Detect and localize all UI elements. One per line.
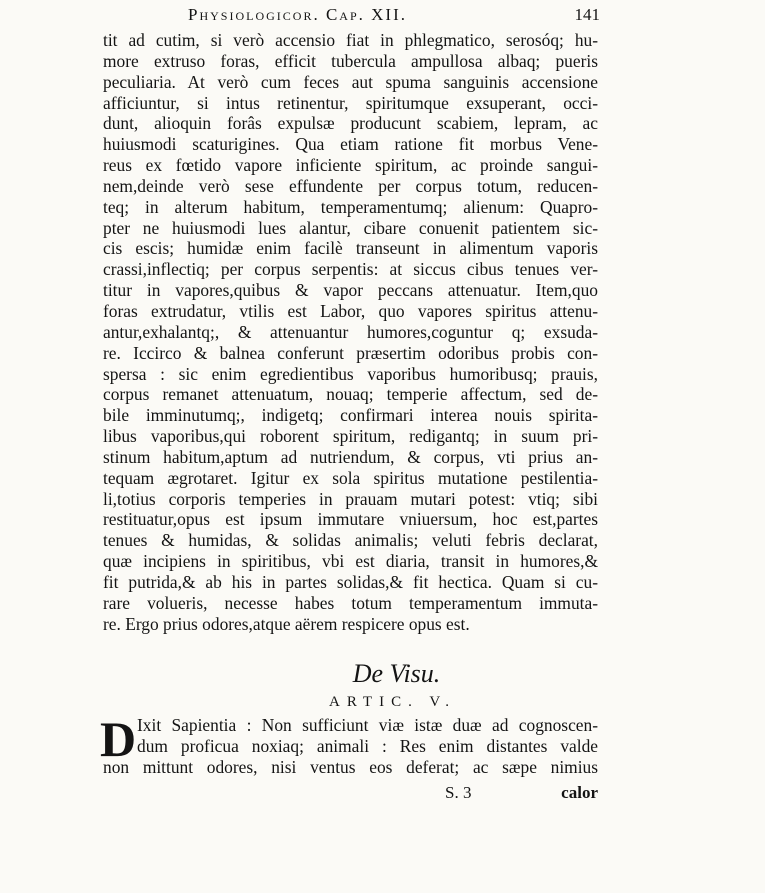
text-line: corpus remanet attenuatum, nouaq; temperie affectum, sed de-	[103, 384, 598, 405]
text-line: dum proficua noxiaq; animali : Res enim distantes valde	[137, 735, 598, 756]
text-line: foras extrudatur, vtilis est Labor, quo vapores spiritus attenu-	[103, 300, 598, 321]
text-line: titur in vapores,quibus & vapor peccans attenuatur. Item,quo	[103, 280, 598, 301]
page-header	[150, 5, 600, 31]
text-line: Ixit Sapientia : Non sufficiunt viæ istæ duæ ad cognoscen-	[137, 715, 598, 735]
text-line: tenues & humidas, & solidas animalis; veluti febris declarat,	[103, 530, 598, 551]
section-title: De Visu.	[352, 659, 441, 688]
text-line: quæ incipiens in spiritibus, vbi est diaria, transit in humores,&	[103, 551, 598, 572]
page-footer	[103, 783, 598, 807]
text-line: li,totius corporis temperies in prauam mutari potest: vtiq; sibi	[103, 488, 598, 509]
signature-mark: S. 3	[445, 783, 472, 802]
text-line: stinum habitum,aptum ad nutriendum, & corpus, vti prius an-	[103, 446, 598, 467]
text-line: fit putrida,& ab his in partes solidas,& fit hectica. Quam si cu-	[103, 571, 598, 592]
page-number: 141	[574, 5, 600, 24]
text-line: peculiaria. At verò cum feces aut spuma sanguinis accensione	[103, 71, 598, 92]
running-title: Physiologicor. Cap. XII.	[188, 5, 407, 24]
body-text	[103, 30, 598, 634]
text-line: spersa : sic enim egredientibus vaporibus humoribusq; prauis,	[103, 363, 598, 384]
text-line: dunt, alioquin forâs expulsæ producunt scabiem, lepram, ac	[103, 113, 598, 134]
text-line: non mittunt odores, nisi ventus eos deferat; ac sæpe nimius	[103, 757, 598, 777]
article-label: ARTIC. V.	[329, 694, 456, 710]
text-line: re. Iccirco & balnea conferunt præsertim odoribus probis con-	[103, 342, 598, 363]
text-line: libus vaporibus,qui roborent spiritum, redigantq; in suum pri-	[103, 426, 598, 447]
text-line: afficiuntur, si intus retinentur, spiritumque exsuperant, occi-	[103, 92, 598, 113]
text-line: teq; in alterum habitum, temperamentumq; alienum: Quapro-	[103, 196, 598, 217]
text-line: cis escis; humidæ enim facilè transeunt in alimentum vaporis	[103, 238, 598, 259]
text-line: crassi,inflectiq; per corpus serpentis: at siccus cibus tenues ver-	[103, 259, 598, 280]
text-line: tequam ægrotaret. Igitur ex sola spiritus mutatione pestilentia-	[103, 467, 598, 488]
text-line: nem,deinde verò sese effundente per corpus totum, reducen-	[103, 175, 598, 196]
text-line: bile imminutumq;, indigetq; confirmari interea nouis spirita-	[103, 405, 598, 426]
text-line: more extruso foras, efficit tubercula ampullosa albaq; pueris	[103, 50, 598, 71]
opening-paragraph	[137, 715, 598, 757]
text-line: tit ad cutim, si verò accensio fiat in phlegmatico, serosóq; hu-	[103, 30, 598, 50]
text-line: pter ne huiusmodi lues alantur, cibare conuenit patientem sic-	[103, 217, 598, 238]
text-line: huiusmodi scaturigines. Qua etiam ratione fit morbus Vene-	[103, 134, 598, 155]
catchword: calor	[561, 783, 598, 802]
text-line: restituatur,opus est ipsum immutare vniuersum, hoc est,partes	[103, 509, 598, 530]
drop-cap-initial: D	[100, 711, 137, 767]
opening-paragraph-continuation	[103, 757, 598, 778]
text-line: reus ex fœtido vapore inficiente spiritum, ac proinde sangui-	[103, 155, 598, 176]
text-line: rare volueris, necesse habes totum temperamentum immuta-	[103, 592, 598, 613]
text-line: re. Ergo prius odores,atque aërem respicere opus est.	[103, 613, 470, 634]
text-line: antur,exhalantq;, & attenuantur humores,coguntur q; exsuda-	[103, 321, 598, 342]
